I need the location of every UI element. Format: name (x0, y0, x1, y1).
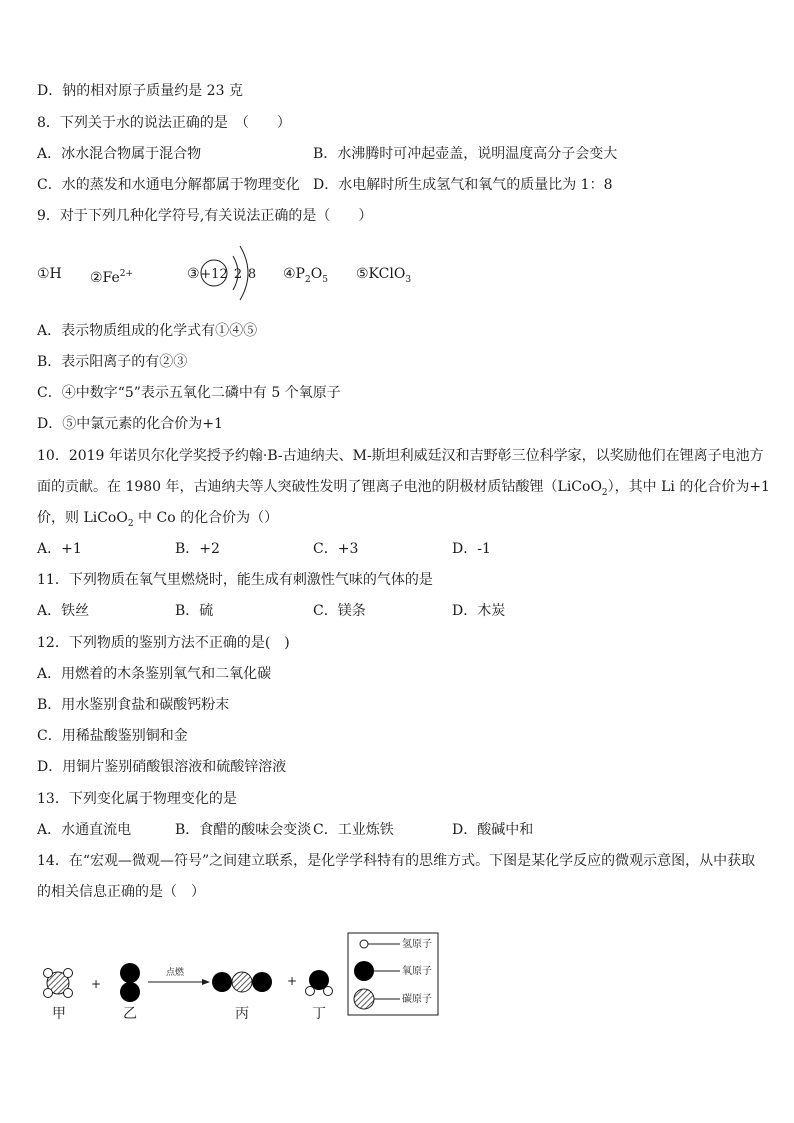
shell-2-electrons: 8 (247, 267, 257, 282)
legend-hydrogen-label: 氢原子 (402, 939, 432, 950)
option-12d: D．用铜片鉴别硝酸银溶液和硫酸锌溶液 (37, 759, 287, 775)
atom-structure-diagram (200, 238, 270, 310)
symbol-4-base: ④P (283, 266, 305, 282)
option-9a: A．表示物质组成的化学式有①④⑤ (37, 323, 258, 339)
option-9c: C．④中数字“5”表示五氧化二磷中有 5 个氧原子 (37, 385, 341, 401)
option-11d: D．木炭 (452, 603, 506, 619)
question-14-line-1: 14．在“宏观—微观—符号”之间建立联系，是化学学科特有的思维方式。下图是某化学反应的微观示意图，从中获取 (37, 853, 756, 869)
molecule-label-bing: 丙 (235, 1006, 249, 1022)
question-10-line-3-a: 价，则 LiCoO (37, 510, 128, 526)
plus-sign: + (286, 974, 298, 988)
question-14-line-2: 的相关信息正确的是（ ） (37, 884, 205, 900)
hydrogen-atom (44, 989, 53, 998)
hydrogen-atom (64, 989, 73, 998)
option-8d: D．水电解时所生成氢气和氧气的质量比为 1：8 (313, 177, 613, 193)
oxygen-atom (252, 972, 272, 992)
question-10-line-2-a: 面的贡献。在 1980 年，古迪纳夫等人突破性发明了锂离子电池的阴极材质钴酸锂（LiCoO (37, 479, 602, 495)
option-12a: A．用燃着的木条鉴别氧气和二氧化碳 (37, 666, 272, 682)
option-12b: B．用水鉴别食盐和碳酸钙粉末 (37, 697, 230, 713)
option-8b: B．水沸腾时可冲起壶盖，说明温度高分子会变大 (313, 146, 618, 162)
symbol-4 (283, 265, 328, 289)
question-10-line-2-c: ），其中 Li 的化合价为+1 (607, 479, 770, 495)
legend-oxygen-label: 氧原子 (402, 966, 432, 977)
legend-hydrogen-icon (360, 940, 368, 948)
question-11: 11．下列物质在氧气里燃烧时，能生成有刺激性气味的气体的是 (37, 572, 433, 588)
symbol-4-sub1: 2 (304, 274, 311, 285)
symbol-5-sub: 3 (405, 274, 412, 285)
symbol-5-base: ⑤KClO (356, 266, 406, 282)
symbol-4-sub2: 5 (322, 274, 328, 285)
hydrogen-atom (324, 987, 333, 996)
molecule-label-yi: 乙 (123, 1006, 137, 1022)
option-8a: A．冰水混合物属于混合物 (37, 146, 202, 162)
hydrogen-atom (64, 969, 73, 978)
option-13b: B．食醋的酸味会变淡 (175, 822, 312, 838)
question-10-line-3 (37, 509, 278, 533)
question-10-line-2 (37, 478, 770, 502)
oxygen-atom (120, 963, 140, 983)
option-8c: C．水的蒸发和水通电分解都属于物理变化 (37, 177, 300, 193)
nucleus-charge: +12 (200, 267, 228, 282)
question-10-line-3-sub: 2 (127, 518, 134, 529)
molecule-ding (306, 970, 333, 996)
question-12: 12．下列物质的鉴别方法不正确的是( ) (37, 635, 290, 651)
question-13: 13．下列变化属于物理变化的是 (37, 791, 237, 807)
option-12c: C．用稀盐酸鉴别铜和金 (37, 728, 188, 744)
molecule-jia (44, 969, 73, 998)
option-7d: D．钠的相对原子质量约是 23 克 (37, 83, 243, 99)
molecule-yi (120, 963, 140, 1002)
symbol-5 (356, 265, 411, 289)
plus-sign: + (90, 977, 102, 991)
molecule-label-ding: 丁 (312, 1006, 326, 1022)
option-13c: C．工业炼铁 (313, 822, 394, 838)
symbol-1: ①H (37, 266, 62, 282)
option-10a: A．+1 (37, 541, 82, 557)
oxygen-atom (120, 982, 140, 1002)
question-10-line-1: 10．2019 年诺贝尔化学奖授予约翰·B-古迪纳夫、M-斯坦利威廷汉和吉野彰三位科学家，以奖励他们在锂离子电池方 (37, 448, 764, 464)
symbol-2-charge: 2+ (119, 269, 134, 279)
question-8: 8．下列关于水的说法正确的是 （ ） (37, 115, 291, 131)
option-10c: C．+3 (313, 541, 359, 557)
legend-oxygen-icon (354, 961, 374, 981)
question-10-line-2-sub: 2 (601, 487, 608, 498)
option-10d: D．-1 (452, 541, 491, 557)
legend-carbon-icon (354, 989, 374, 1009)
option-10b: B．+2 (175, 541, 220, 557)
option-13a: A．水通直流电 (37, 822, 132, 838)
carbon-atom (232, 972, 252, 992)
oxygen-atom (212, 972, 232, 992)
question-10-line-3-c: 中 Co 的化合价为（） (133, 510, 279, 526)
question-9: 9．对于下列几种化学符号,有关说法正确的是（ ） (37, 208, 373, 224)
option-11c: C．镁条 (313, 603, 366, 619)
option-11b: B．硫 (175, 603, 214, 619)
molecule-label-jia: 甲 (52, 1006, 66, 1022)
molecule-bing (212, 972, 272, 992)
symbol-2 (90, 265, 133, 287)
option-9d: D．⑤中氯元素的化合价为+1 (37, 416, 223, 432)
shell-1-electrons: 2 (233, 267, 243, 282)
option-11a: A．铁丝 (37, 603, 90, 619)
hydrogen-atom (44, 969, 53, 978)
legend-carbon-label: 碳原子 (402, 994, 432, 1005)
symbol-3-prefix: ③ (187, 266, 200, 282)
reaction-condition: 点燃 (165, 968, 185, 978)
option-9b: B．表示阳离子的有②③ (37, 354, 188, 370)
reaction-arrow-head (202, 979, 210, 985)
symbol-2-base: ②Fe (90, 270, 120, 286)
symbol-4-mid: O (310, 266, 323, 282)
option-13d: D．酸碱中和 (452, 822, 534, 838)
hydrogen-atom (306, 987, 315, 996)
